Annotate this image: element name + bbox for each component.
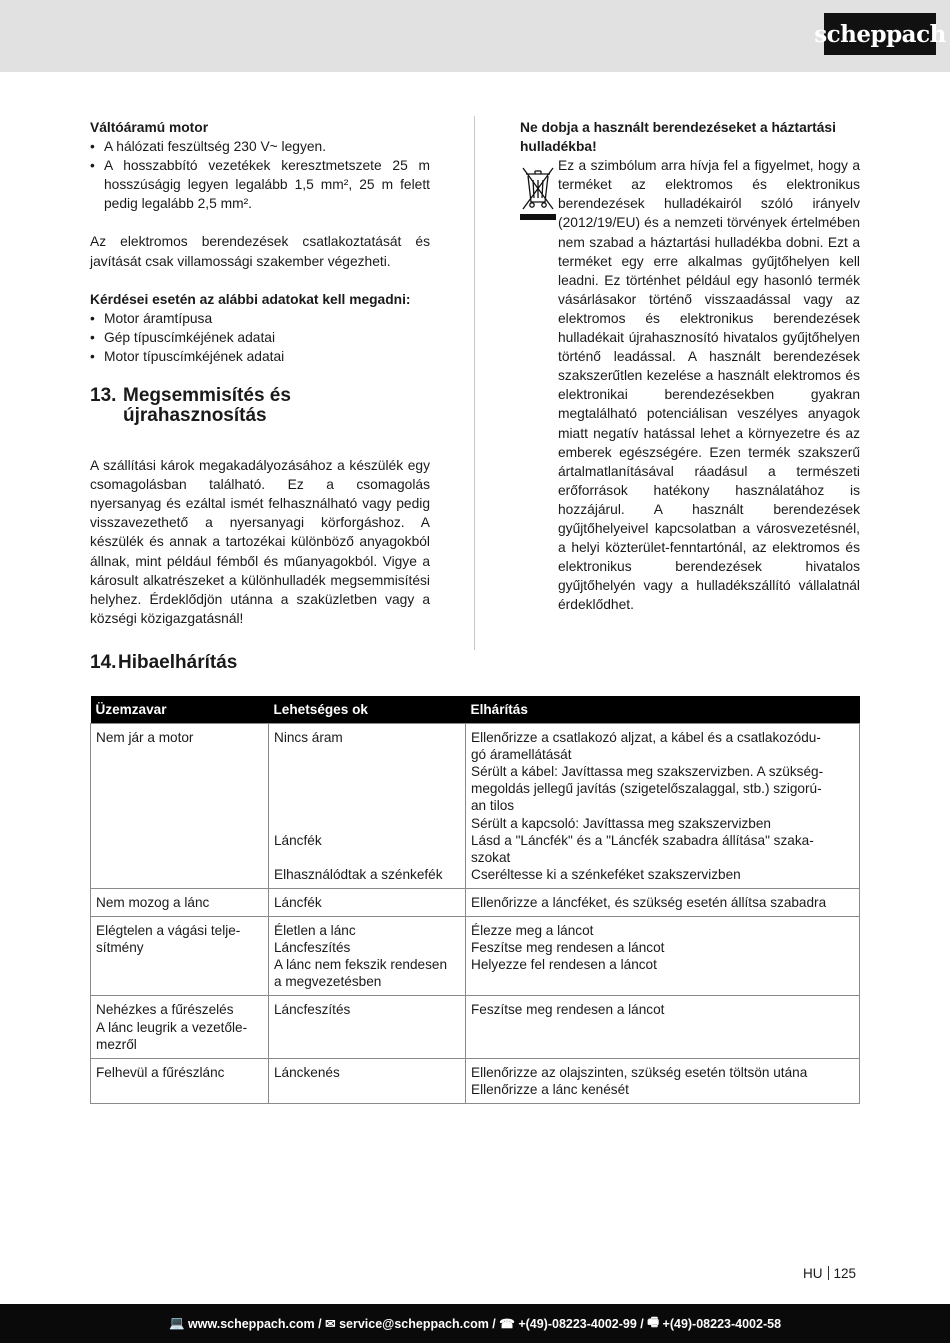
cell-line: mezről: [96, 1036, 137, 1052]
table-row: [91, 996, 860, 1058]
computer-icon: 💻: [168, 1316, 185, 1330]
cell-line: Elégtelen a vágási telje-: [96, 923, 241, 939]
cell-line: A lánc leugrik a vezetőle-: [96, 1019, 248, 1035]
remedy-cell: [466, 1058, 860, 1103]
cell-line: Sérült a kapcsoló: Javíttassa meg szakszervizben: [471, 815, 771, 831]
cell-line: Sérült a kábel: Javíttassa meg szakszervizben. A szükség-: [471, 764, 824, 780]
column-divider: [474, 116, 475, 650]
page-number-value: 125: [833, 1266, 857, 1281]
ac-motor-title: Váltóáramú motor: [90, 120, 209, 135]
cause-cell: [269, 917, 466, 996]
section-number: 14.: [90, 652, 117, 673]
cell-line: Ellenőrizze a láncféket, és szükség esetén állítsa szabadra: [471, 894, 827, 910]
cell-line: Helyezze fel rendesen a láncot: [471, 957, 657, 973]
cell-line: Láncfeszítés: [274, 1002, 351, 1018]
cell-line: Nem jár a motor: [96, 730, 194, 746]
cell-line: an tilos: [471, 798, 515, 814]
cell-line: megoldás jellegű javítás (szigetelőszalaggal, stb.) szigorú-: [471, 781, 822, 797]
remedy-cell: [466, 917, 860, 996]
cell-line: a megvezetésben: [274, 974, 382, 990]
header-bar: [0, 0, 950, 72]
list-item: • Gép típuscímkéjének adatai: [90, 328, 430, 347]
column-header: Elhárítás: [466, 696, 860, 724]
cell-line: [274, 849, 460, 866]
cell-line: Feszítse meg rendesen a láncot: [471, 1002, 665, 1018]
cell-line: gó áramellátását: [471, 747, 572, 763]
cell-line: szokat: [471, 849, 511, 865]
cell-line: Nincs áram: [274, 730, 343, 746]
cell-line: Nem mozog a lánc: [96, 894, 210, 910]
remedy-cell: [466, 996, 860, 1058]
fault-cell: [91, 996, 269, 1058]
footer-bar: 💻 www.scheppach.com / ✉ service@scheppach.com / ☎ +(49)-08223-4002-99 / 🖷 +(49)-08223-4002-58: [0, 1304, 950, 1343]
cell-line: sítmény: [96, 940, 144, 956]
remedy-cell: [466, 888, 860, 916]
cell-line: [274, 797, 460, 814]
cell-line: Láncfék: [274, 894, 322, 910]
section-number: 13.: [90, 385, 117, 407]
cause-cell: [269, 996, 466, 1058]
footer-phone: +(49)-08223-4002-99: [518, 1316, 637, 1331]
cause-cell: [269, 888, 466, 916]
questions-title: Kérdései esetén az alábbi adatokat kell megadni:: [90, 291, 411, 307]
electrician-note: Az elektromos berendezések csatlakoztatását és javítását csak villamossági szakember végezheti.: [90, 234, 430, 269]
footer-fax: +(49)-08223-4002-58: [662, 1316, 782, 1331]
page-number: [803, 1266, 856, 1281]
left-column: [90, 118, 430, 628]
remedy-cell: [466, 724, 860, 889]
fault-cell: [91, 917, 269, 996]
brand-logo: scheppach: [824, 13, 936, 55]
section-13-heading: [90, 386, 430, 426]
section-title: Megsemmisítés és újrahasznosítás: [123, 385, 291, 427]
cell-line: A lánc nem fekszik rendesen: [274, 957, 448, 973]
table-row: [91, 1058, 860, 1103]
footer-website[interactable]: www.scheppach.com: [188, 1316, 315, 1331]
cell-line: Elhasználódtak a szénkefék: [274, 866, 443, 882]
cell-line: [274, 815, 460, 832]
cell-line: Láncfeszítés: [274, 940, 351, 956]
table-header-row: [91, 696, 860, 724]
envelope-icon: ✉: [325, 1317, 336, 1331]
fax-icon: 🖷: [647, 1315, 660, 1329]
cell-line: Ellenőrizze az olajszinten, szükség esetén töltsön utána: [471, 1064, 808, 1080]
list-item: • A hálózati feszültség 230 V~ legyen.: [90, 137, 430, 156]
cell-line: Életlen a lánc: [274, 923, 356, 939]
disposal-paragraph: A szállítási károk megakadályozásához a készülék egy csomagolásban található. Ez a csomagolás nyersanyag és ezáltal ismét felhasználható vagy pedig visszavezethető a nyersanyagi körforgáshoz. A készülék és annak a tartozékai különböző anyagokból állnak, mint például fémből és műanyagokból. Vigye a károsult alkatrészeket a különhulladék megsemmisítési helyhez. Érdeklődjön utánna a szaküzletben vagy a községi közigazgatásnál!: [90, 458, 430, 626]
cell-line: Lásd a "Láncfék" és a "Láncfék szabadra állítása" szaka-: [471, 832, 814, 848]
fault-cell: [91, 888, 269, 916]
cell-line: Nehézkes a fűrészelés: [96, 1002, 234, 1018]
cell-line: [274, 780, 460, 797]
weee-paragraph: Ez a szimbólum arra hívja fel a figyelmet, hogy a terméket az elektromos és elektronikus berendezések hulladékairól szóló irányelv (2012/19/EU) és a nemzeti törvények értelmében nem szabad a háztartási hulladékba dobni. Ezt a terméket egy erre alkalmas gyűjtőhelyen kell leadni. Ez történhet például egy hasonló termék vásárlásakor történő visszaadással vagy az elektromos és elektronikus berendezések hulladékait újrahasznosító hivatalos gyűjtőhelyen történő leadással. A használt berendezések szakszerűtlen kezelése a használt elektromos és elektronikai berendezésekben gyakran megtalálható potenciálisan veszélyes anyagok miatt negatív hatással lehet a környezetre és az emberek egészségére. Ezen termék szakszerű ártalmatlanításával ráadásul a természeti erőforrások hatékony használatához is hozzájárul. A használt berendezések gyűjtőhelyeivel kapcsolatban a városvezetésnél, a helyi közterület-fenntartónál, az elektromos és elektronikus berendezések hivatalos gyűjtőhelyén vagy a hulladékszállító vállalatnál érdeklődhet.: [558, 158, 860, 613]
section-title: Hibaelhárítás: [118, 652, 238, 673]
cell-line: [274, 746, 460, 763]
cell-line: [274, 763, 460, 780]
fault-cell: [91, 1058, 269, 1103]
cause-cell: [269, 1058, 466, 1103]
list-item: • Motor típuscímkéjének adatai: [90, 347, 430, 366]
cell-line: Láncfék: [274, 832, 322, 848]
table-row: [91, 917, 860, 996]
footer-email[interactable]: service@scheppach.com: [339, 1316, 489, 1331]
weee-title: Ne dobja a használt berendezéseket a háztartási hulladékba!: [520, 120, 836, 155]
table-row: [91, 724, 860, 889]
phone-icon: ☎: [499, 1317, 515, 1331]
language-code: HU: [803, 1266, 823, 1281]
table-row: [91, 888, 860, 916]
cell-line: Feszítse meg rendesen a láncot: [471, 940, 665, 956]
column-header: Lehetséges ok: [269, 696, 466, 724]
column-header: Üzemzavar: [91, 696, 269, 724]
questions-list: [90, 309, 430, 366]
cell-line: Ellenőrizze a csatlakozó aljzat, a kábel és a csatlakozódu-: [471, 730, 821, 746]
ac-motor-list: [90, 137, 430, 213]
list-item: • Motor áramtípusa: [90, 309, 430, 328]
right-column: [520, 118, 860, 614]
cell-line: Ellenőrizze a lánc kenését: [471, 1081, 629, 1097]
section-14-heading: [90, 652, 237, 674]
list-item: • A hosszabbító vezetékek keresztmetszete 25 m hosszúságig legyen legalább 1,5 mm², 25 m felett pedig legalább 2,5 mm².: [90, 156, 430, 213]
fault-cell: [91, 724, 269, 889]
crossed-out-wheelie-bin-icon: [520, 164, 558, 614]
troubleshooting-table: [90, 696, 860, 1104]
cell-line: Élezze meg a láncot: [471, 923, 594, 939]
cell-line: Cseréltesse ki a szénkeféket szakszervizben: [471, 866, 741, 882]
cell-line: Felhevül a fűrészlánc: [96, 1064, 225, 1080]
cause-cell: [269, 724, 466, 889]
cell-line: Lánckenés: [274, 1064, 340, 1080]
